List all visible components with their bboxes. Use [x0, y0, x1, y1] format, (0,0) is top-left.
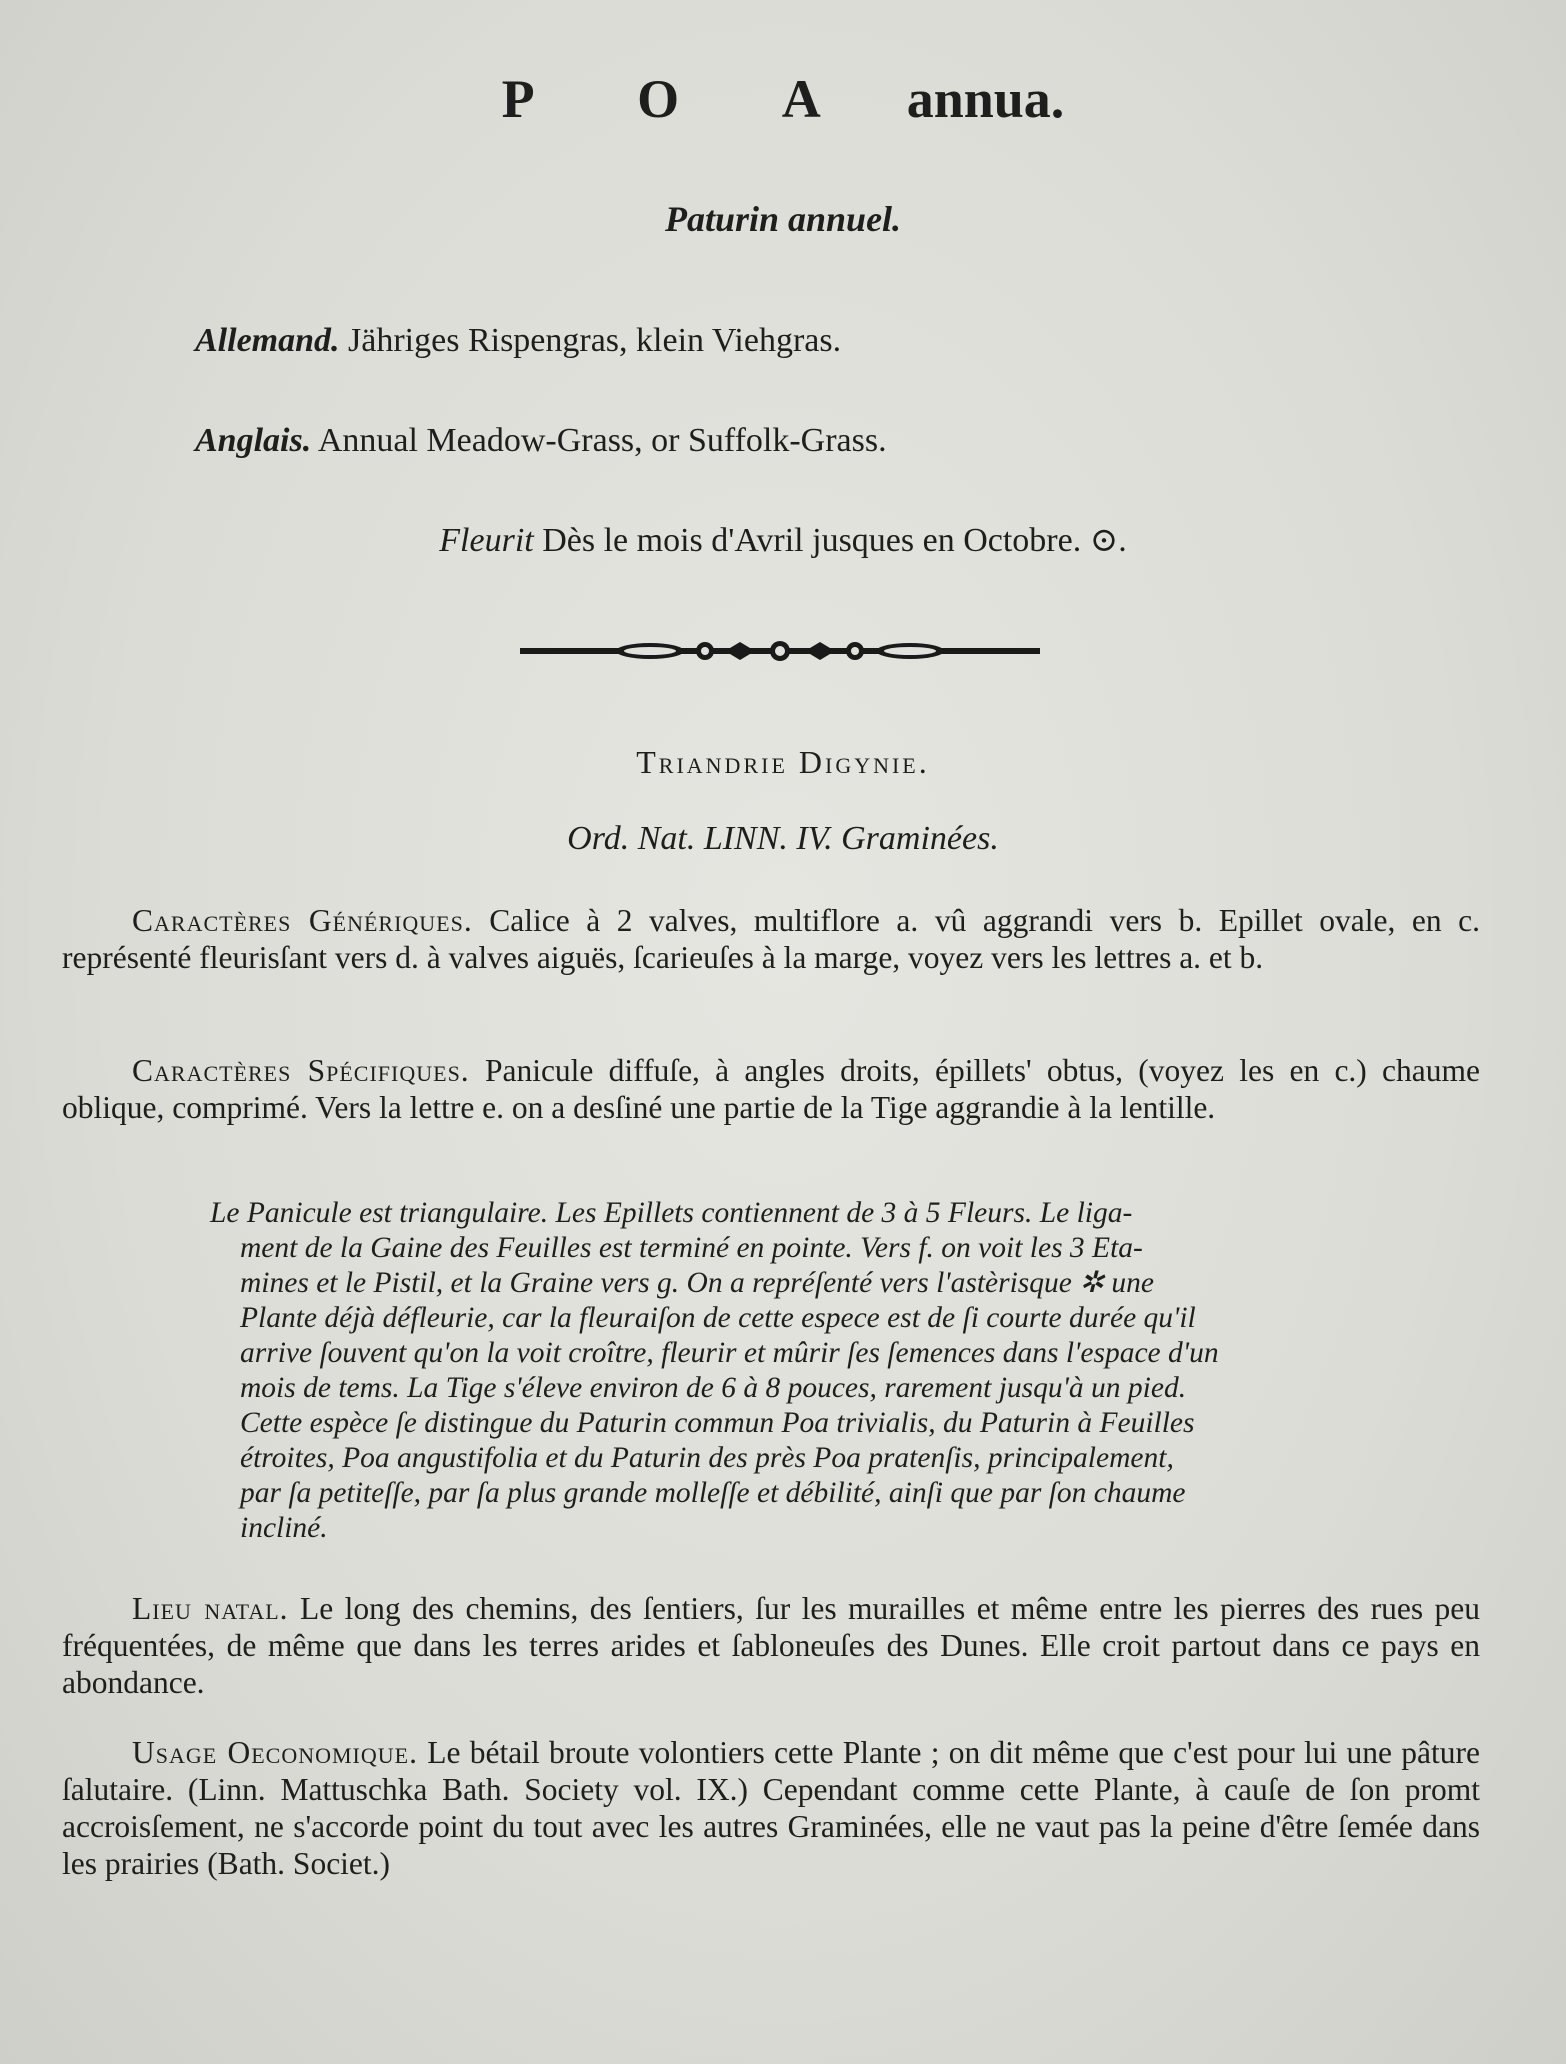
page-title — [0, 68, 1566, 130]
section-heading: Caractères Spécifiques. — [132, 1053, 470, 1088]
note-line: Cette espèce ſe distingue du Paturin commun Poa trivialis, du Paturin à Feuilles — [240, 1407, 1195, 1439]
language-label: Allemand. — [195, 322, 340, 359]
section-heading: Usage Oeconomique. — [132, 1735, 418, 1770]
section-heading: Lieu natal. — [132, 1591, 289, 1626]
note-line: arrive ſouvent qu'on la voit croître, fleurir et mûrir ſes ſemences dans l'espace d'un — [240, 1337, 1219, 1369]
flowering-text: Dès le mois d'Avril jusques en Octobre. ⊙. — [542, 522, 1127, 559]
genus-name: P O A — [501, 69, 867, 129]
natural-order: Ord. Nat. LINN. IV. Graminées. — [567, 820, 999, 857]
section-text: Panicule diffuſe, à angles droits, épillets' obtus, (voyez les en c.) chaume oblique, comprimé. Vers la lettre e. on a desſiné une partie de la Tige aggrandie à la lentille. — [62, 1053, 1480, 1125]
vernacular-text: Annual Meadow-Grass, or Suffolk-Grass. — [317, 422, 887, 459]
english-name-line — [195, 422, 887, 460]
note-line: par ſa petiteſſe, par ſa plus grande molleſſe et débilité, ainſi que par ſon chaume — [240, 1477, 1186, 1509]
vernacular-text: Jähriges Rispengras, klein Viehgras. — [348, 322, 842, 359]
note-line: Le Panicule est triangulaire. Les Epillets contiennent de 3 à 5 Fleurs. Le liga- — [210, 1197, 1133, 1229]
flowering-line — [0, 520, 1566, 560]
habitat-paragraph — [62, 1590, 1480, 1701]
section-text: Le bétail broute volontiers cette Plante ; on dit même que c'est pour lui une pâture ſalutaire. (Linn. Mattuschka Bath. Society vol. IX.) Cependant comme cette Plante, à cauſe de ſon promt accroisſement, ne s'accorde point du tout avec les autres Graminées, elle ne vaut pas la peine d'être ſemée dans les prairies (Bath. Societ.) — [62, 1735, 1481, 1881]
specific-characters-paragraph — [62, 1052, 1480, 1126]
note-line: étroites, Poa angustifolia et du Paturin des près Poa pratenſis, principalement, — [240, 1442, 1174, 1474]
note-line: Plante déjà défleurie, car la fleuraiſon de cette espece est de ſi courte durée qu'il — [240, 1302, 1196, 1334]
section-heading: Caractères Génériques. — [132, 903, 473, 938]
note-line: mines et le Pistil, et la Graine vers g. On a repréſenté vers l'astèrisque ✲ une — [240, 1267, 1154, 1299]
section-text: Calice à 2 valves, multiflore a. vû aggrandi vers b. Epillet ovale, en c. représenté fleurisſant vers d. à valves aiguës, ſcarieuſes à la marge, voyez vers les lettres a. et b. — [62, 903, 1480, 975]
ornamental-rule-icon — [520, 636, 1040, 666]
note-line: incliné. — [240, 1512, 328, 1544]
species-name: annua. — [906, 69, 1065, 129]
economic-use-paragraph — [62, 1734, 1480, 1882]
section-text: Le long des chemins, des ſentiers, ſur les murailles et même entre les pierres des rues peu fréquentées, de même que dans les terres arides et ſabloneuſes des Dunes. Elle croit partout dans ce pays en abondance. — [62, 1591, 1481, 1700]
french-common-name: Paturin annuel. — [664, 199, 902, 239]
generic-characters-paragraph — [62, 902, 1480, 976]
german-name-line — [195, 322, 841, 360]
language-label: Anglais. — [195, 422, 312, 459]
linnaean-class: Triandrie Digynie. — [636, 744, 930, 780]
flowering-label: Fleurit — [439, 522, 534, 559]
note-line: mois de tems. La Tige s'éleve environ de 6 à 8 pouces, rarement jusqu'à un pied. — [240, 1372, 1187, 1404]
note-line: ment de la Gaine des Feuilles est terminé en pointe. Vers f. on voit les 3 Eta- — [240, 1232, 1143, 1264]
description-note — [210, 1196, 1502, 1546]
